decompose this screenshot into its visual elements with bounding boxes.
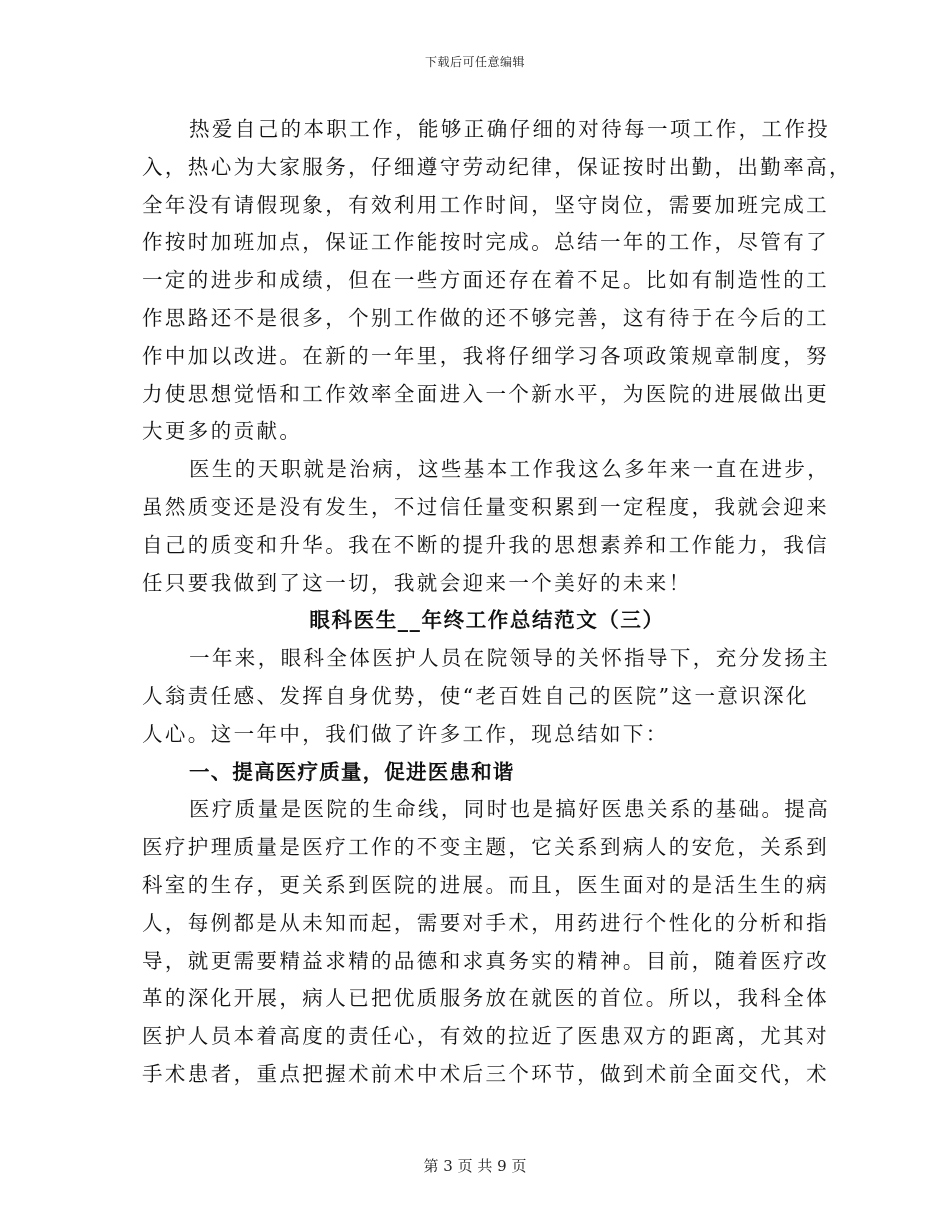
section-title: 眼科医生__年终工作总结范文（三） [309,608,665,633]
text-line: 力使思想觉悟和工作效率全面进入一个新水平，为医院的进展做出更 [142,381,829,406]
text-line: 革的深化开展，病人已把优质服务放在就医的首位。所以，我科全体 [142,986,829,1011]
text-line: 入，热心为大家服务，仔细遵守劳动纪律，保证按时出勤，出勤率高， [142,154,852,179]
text-line: 一定的进步和成绩，但在一些方面还存在着不足。比如有制造性的工 [142,268,829,293]
text-line: 导，就更需要精益求精的品德和求真务实的精神。目前，随着医疗改 [142,948,829,973]
page-header: 下载后可任意编辑 [424,55,525,69]
text-line: 作思路还不是很多，个别工作做的还不够完善，这有待于在今后的工 [142,305,829,330]
text-line: 任只要我做到了这一切，我就会迎来一个美好的未来！ [142,570,692,595]
paragraph-doctor-duty [142,451,831,602]
text-line: 人心。这一年中，我们做了许多工作，现总结如下： [142,721,669,746]
text-line: 作按时加班加点，保证工作能按时完成。总结一年的工作，尽管有了 [142,230,829,255]
text-line: 医护人员本着高度的责任心，有效的拉近了医患双方的距离，尤其对 [142,1024,829,1049]
text-line: 虽然质变还是没有发生，不过信任量变积累到一定程度，我就会迎来 [142,494,829,519]
text-line: 医疗质量是医院的生命线，同时也是搞好医患关系的基础。提高 [189,797,831,822]
text-line: 人翁责任感、发挥自身优势，使“老百姓自己的医院”这一意识深化 [142,683,809,708]
subheading: 一、提高医疗质量，促进医患和谐 [189,759,515,784]
text-line: 作中加以改进。在新的一年里，我将仔细学习各项政策规章制度，努 [142,343,829,368]
text-line: 医生的天职就是治病，这些基本工作我这么多年来一直在进步， [189,457,831,482]
text-line: 人，每例都是从未知而起，需要对手术，用药进行个性化的分析和指 [142,910,829,935]
paragraph-intro [142,640,831,753]
text-line: 医疗护理质量是医疗工作的不变主题，它关系到病人的安危，关系到 [142,835,829,860]
text-line: 热爱自己的本职工作，能够正确仔细的对待每一项工作，工作投 [189,117,831,141]
text-line: 一年来，眼科全体医护人员在院领导的关怀指导下，充分发扬主 [189,646,831,671]
page-number: 第 3 页 共 9 页 [423,1157,527,1175]
text-line: 手术患者，重点把握术前术中术后三个环节，做到术前全面交代，术 [142,1061,829,1086]
document-body [142,111,852,1094]
text-line: 大更多的贡献。 [142,419,303,444]
paragraph-medical-quality [142,791,831,1093]
text-line: 自己的质变和升华。我在不断的提升我的思想素养和工作能力，我信 [142,532,829,557]
paragraph-work-attitude [142,111,852,451]
text-line: 科室的生存，更关系到医院的进展。而且，医生面对的是活生生的病 [142,872,829,897]
text-line: 全年没有请假现象，有效利用工作时间，坚守岗位，需要加班完成工 [142,192,829,217]
